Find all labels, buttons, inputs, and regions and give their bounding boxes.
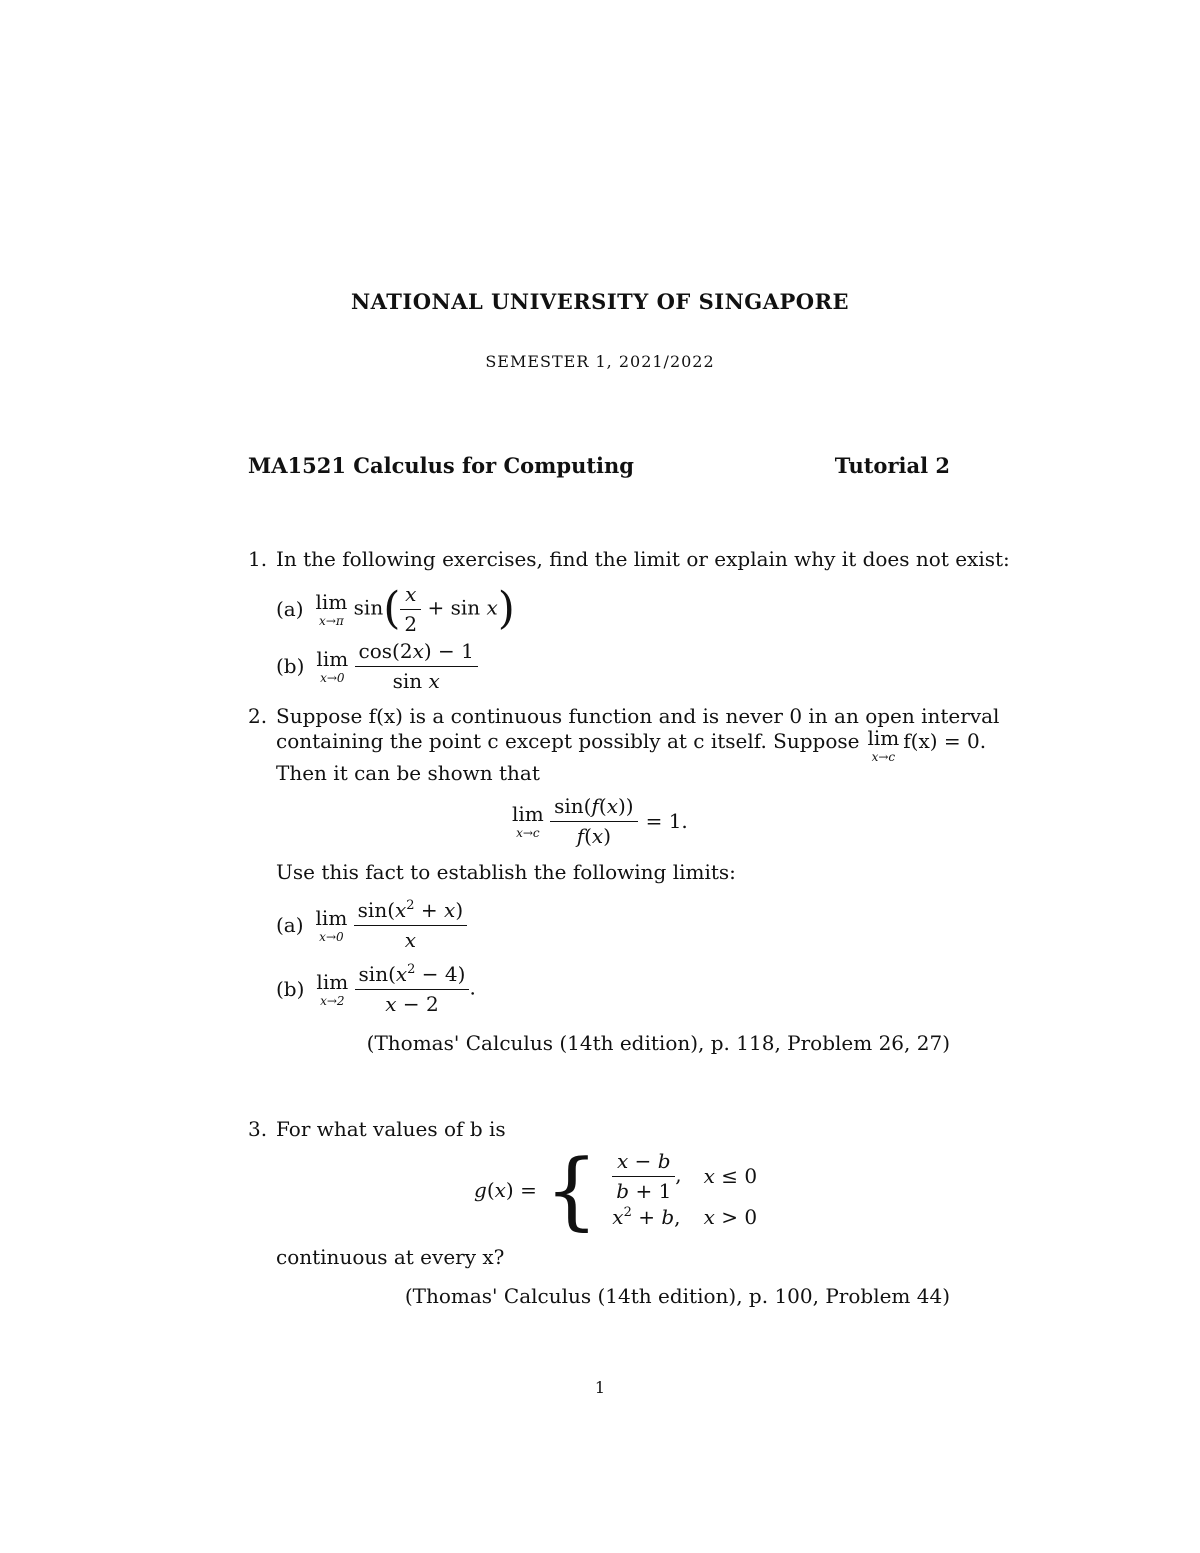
q2-line2-post: f(x) = 0. <box>903 729 987 753</box>
q2-number: 2. <box>248 704 268 728</box>
q3-reference: (Thomas' Calculus (14th edition), p. 100, Problem 44) <box>404 1284 950 1308</box>
q2-reference: (Thomas' Calculus (14th edition), p. 118, Problem 26, 27) <box>366 1031 950 1055</box>
q1-a-expression: lim x→π sin( $\frac{x}{2}$ + sin x) <box>315 582 515 636</box>
university-title: NATIONAL UNIVERSITY OF SINGAPORE <box>350 289 850 314</box>
q1-text: In the following exercises, find the limit or explain why it does not exist: <box>276 547 1010 571</box>
q2-line3: Then it can be shown that <box>276 761 540 785</box>
left-brace-icon: { <box>544 1141 599 1239</box>
q2-display-equation: lim x→c $\frac{\sin(f(x))}{f(x)}$ = 1. <box>512 794 688 848</box>
q2-a-label: (a) <box>276 913 304 937</box>
q1-b-expression: lim x→0 $\frac{\cos(2x) - 1}{\text{sin x}}$ <box>316 640 477 692</box>
semester-line: SEMESTER 1, 2021/2022 <box>485 352 715 371</box>
q2-line2-pre: containing the point c except possibly at c itself. Suppose <box>276 729 860 753</box>
q2-b-label: (b) <box>276 977 305 1001</box>
q2-a-expression: lim x→0 $\frac{\sin(x^2 + x)}{x}$ <box>316 899 468 951</box>
q3-text: For what values of b is <box>276 1117 506 1141</box>
q3-piecewise-function: g(x) = { $\frac{x - b}{b + 1}$ , x ≤ 0 $x^2 + b$, x > 0 <box>474 1141 758 1239</box>
q2-line2: containing the point c except possibly at c itself. Suppose lim x→c f(x) = 0. <box>276 726 987 764</box>
q2-part-a <box>276 898 467 952</box>
q1-part-b <box>276 640 478 692</box>
q1-part-a <box>276 584 515 634</box>
q2-use-text: Use this fact to establish the following limits: <box>276 860 736 884</box>
q1-b-label: (b) <box>276 654 305 678</box>
q2-b-expression: lim x→2 $\frac{\sin(x^2 - 4)}{x - 2}$ . <box>316 962 476 1016</box>
course-title: MA1521 Calculus for Computing <box>248 453 634 478</box>
q2-display-tail: = 1. <box>645 809 688 833</box>
tutorial-label: Tutorial 2 <box>834 453 950 478</box>
q3-after-text: continuous at every x? <box>276 1245 505 1269</box>
q1-a-label: (a) <box>276 597 304 621</box>
q3-number: 3. <box>248 1117 268 1141</box>
q2-line1: Suppose f(x) is a continuous function and is never 0 in an open interval <box>276 704 1000 728</box>
q2-part-b <box>276 962 476 1016</box>
q1-number: 1. <box>248 547 268 571</box>
page-number: 1 <box>594 1378 606 1397</box>
